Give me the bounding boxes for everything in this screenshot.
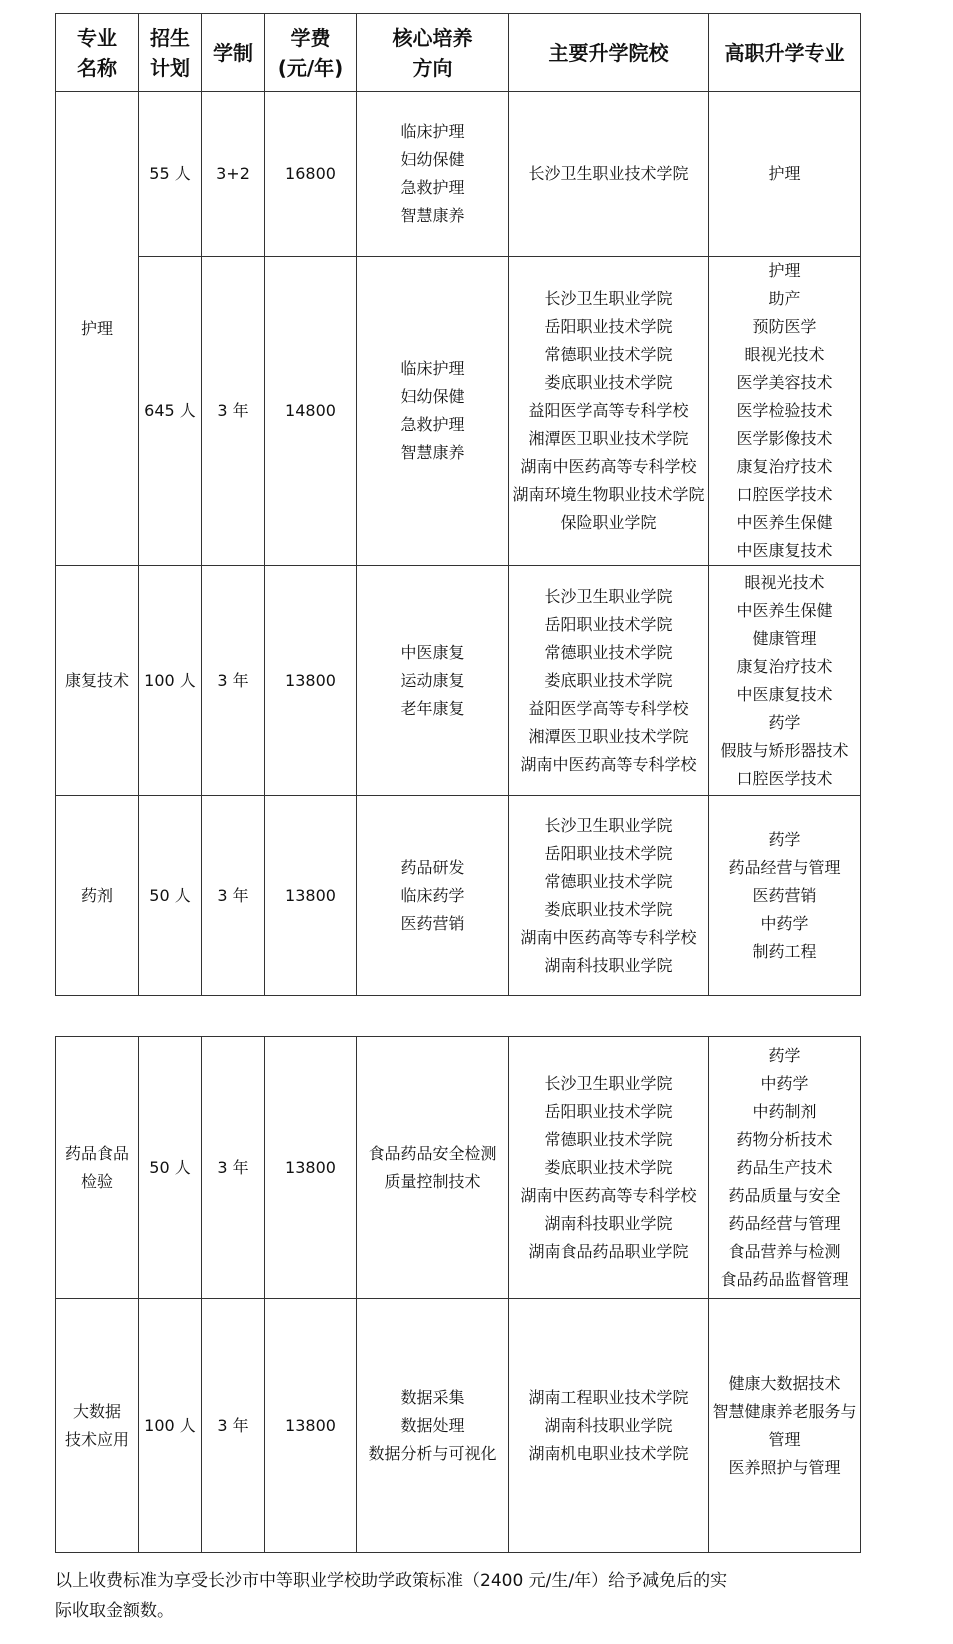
colleges-cell: 长沙卫生职业学院 岳阳职业技术学院 常德职业技术学院 娄底职业技术学院 湖南中医药高等专科学校 湖南科技职业学院 xyxy=(509,796,709,996)
header-colleges: 主要升学院校 xyxy=(509,14,709,92)
table-row xyxy=(56,1037,861,1299)
higher-majors-cell: 药学 药品经营与管理 医药营销 中药学 制药工程 xyxy=(709,796,861,996)
tuition-cell: 13800 xyxy=(265,1299,357,1553)
higher-majors-cell: 药学 中药学 中药制剂 药物分析技术 药品生产技术 药品质量与安全 药品经营与管理 食品营养与检测 食品药品监督管理 xyxy=(709,1037,861,1299)
major-cell: 康复技术 xyxy=(56,566,139,796)
direction-cell: 药品研发 临床药学 医药营销 xyxy=(357,796,509,996)
header-tuition: 学费 (元/年) xyxy=(265,14,357,92)
header-plan: 招生 计划 xyxy=(139,14,202,92)
duration-cell: 3 年 xyxy=(202,1299,265,1553)
tuition-cell: 16800 xyxy=(265,92,357,257)
higher-majors-cell: 护理 助产 预防医学 眼视光技术 医学美容技术 医学检验技术 医学影像技术 康复治疗技术 口腔医学技术 中医养生保健 中医康复技术 xyxy=(709,257,861,566)
table-row xyxy=(56,92,861,257)
colleges-cell: 长沙卫生职业学院 岳阳职业技术学院 常德职业技术学院 娄底职业技术学院 湖南中医药高等专科学校 湖南科技职业学院 湖南食品药品职业学院 xyxy=(509,1037,709,1299)
plan-cell: 55 人 xyxy=(139,92,202,257)
footnote-line: 际收取金额数。 xyxy=(55,1601,174,1621)
table-row xyxy=(56,566,861,796)
plan-cell: 645 人 xyxy=(139,257,202,566)
admissions-table-part2 xyxy=(55,1036,861,1553)
colleges-cell: 长沙卫生职业学院 岳阳职业技术学院 常德职业技术学院 娄底职业技术学院 益阳医学高等专科学校 湘潭医卫职业技术学院 湖南中医药高等专科学校 湖南环境生物职业技术学院 保险职业学院 xyxy=(509,257,709,566)
duration-cell: 3 年 xyxy=(202,566,265,796)
higher-majors-cell: 健康大数据技术 智慧健康养老服务与 管理 医养照护与管理 xyxy=(709,1299,861,1553)
duration-cell: 3 年 xyxy=(202,257,265,566)
header-direction: 核心培养 方向 xyxy=(357,14,509,92)
footnote-line: 以上收费标准为享受长沙市中等职业学校助学政策标准（2400 元/生/年）给予减免后的实 xyxy=(55,1571,728,1591)
major-cell: 药剂 xyxy=(56,796,139,996)
duration-cell: 3 年 xyxy=(202,1037,265,1299)
major-cell: 药品食品 检验 xyxy=(56,1037,139,1299)
direction-cell: 中医康复 运动康复 老年康复 xyxy=(357,566,509,796)
duration-cell: 3+2 xyxy=(202,92,265,257)
direction-cell: 临床护理 妇幼保健 急救护理 智慧康养 xyxy=(357,92,509,257)
tuition-cell: 13800 xyxy=(265,1037,357,1299)
plan-cell: 100 人 xyxy=(139,1299,202,1553)
header-higher-majors: 高职升学专业 xyxy=(709,14,861,92)
tuition-cell: 13800 xyxy=(265,566,357,796)
major-cell: 大数据 技术应用 xyxy=(56,1299,139,1553)
colleges-cell: 湖南工程职业技术学院 湖南科技职业学院 湖南机电职业技术学院 xyxy=(509,1299,709,1553)
header-row xyxy=(56,14,861,92)
tuition-footnote xyxy=(55,1566,835,1626)
plan-cell: 100 人 xyxy=(139,566,202,796)
tuition-cell: 13800 xyxy=(265,796,357,996)
colleges-cell: 长沙卫生职业技术学院 xyxy=(509,92,709,257)
header-major: 专业 名称 xyxy=(56,14,139,92)
plan-cell: 50 人 xyxy=(139,796,202,996)
direction-cell: 数据采集 数据处理 数据分析与可视化 xyxy=(357,1299,509,1553)
table-row xyxy=(56,257,861,566)
direction-cell: 临床护理 妇幼保健 急救护理 智慧康养 xyxy=(357,257,509,566)
direction-cell: 食品药品安全检测 质量控制技术 xyxy=(357,1037,509,1299)
header-duration: 学制 xyxy=(202,14,265,92)
admissions-table-part1 xyxy=(55,13,861,996)
major-cell: 护理 xyxy=(56,92,139,566)
plan-cell: 50 人 xyxy=(139,1037,202,1299)
duration-cell: 3 年 xyxy=(202,796,265,996)
higher-majors-cell: 护理 xyxy=(709,92,861,257)
tuition-cell: 14800 xyxy=(265,257,357,566)
colleges-cell: 长沙卫生职业学院 岳阳职业技术学院 常德职业技术学院 娄底职业技术学院 益阳医学高等专科学校 湘潭医卫职业技术学院 湖南中医药高等专科学校 xyxy=(509,566,709,796)
higher-majors-cell: 眼视光技术 中医养生保健 健康管理 康复治疗技术 中医康复技术 药学 假肢与矫形器技术 口腔医学技术 xyxy=(709,566,861,796)
table-row xyxy=(56,796,861,996)
table-row xyxy=(56,1299,861,1553)
